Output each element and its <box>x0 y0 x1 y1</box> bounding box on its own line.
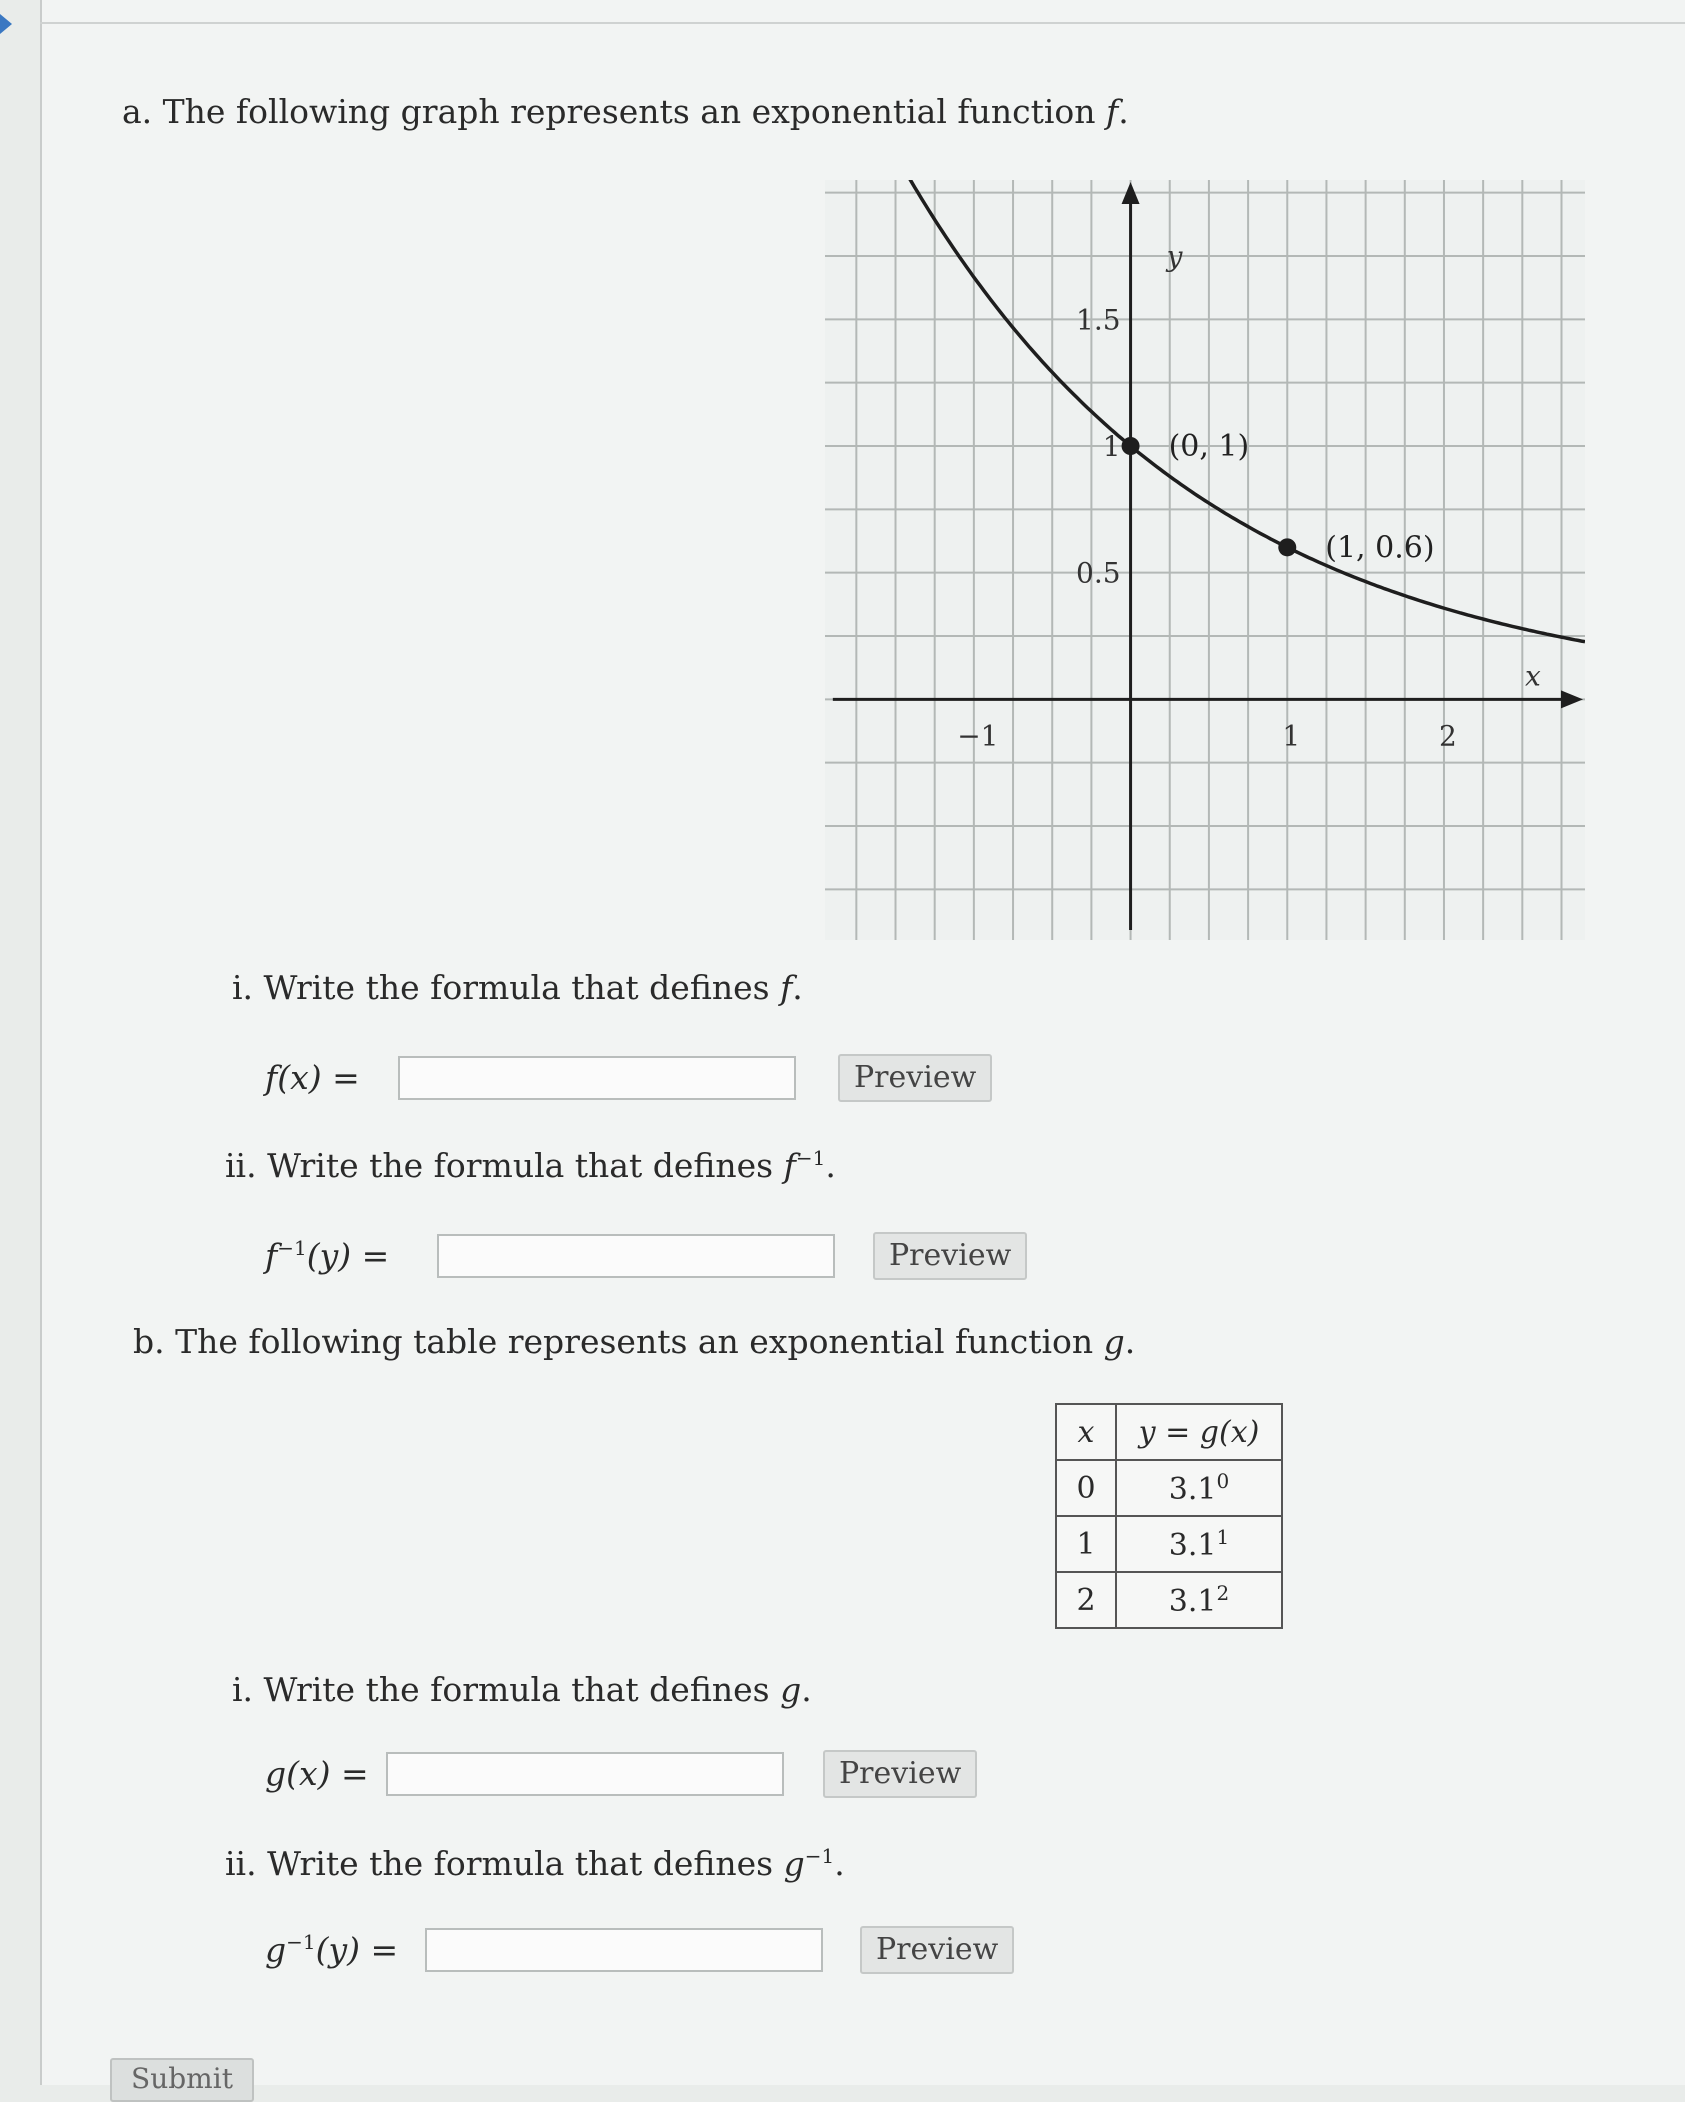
question-b-i <box>232 1670 812 1709</box>
question-a-ii-sup: −1 <box>795 1146 826 1170</box>
table-cell-y <box>1116 1460 1282 1516</box>
table-cell-exp: 1 <box>1216 1525 1230 1549</box>
part-b-heading <box>133 1322 1135 1361</box>
g-of-x-label: g(x) = <box>265 1754 369 1793</box>
question-a-ii-func: f <box>783 1146 796 1185</box>
table-header-x: x <box>1056 1404 1116 1460</box>
y-tick-label: 0.5 <box>1076 556 1121 590</box>
question-a-i-func: f <box>780 968 793 1007</box>
preview-f-inverse-button[interactable]: Preview <box>873 1232 1027 1280</box>
table-cell-x: 1 <box>1056 1516 1116 1572</box>
table-header-row <box>1056 1404 1282 1460</box>
table-cell-y <box>1116 1516 1282 1572</box>
part-a-prompt: a. The following graph represents an exponential function <box>122 92 1096 131</box>
preview-f-button[interactable]: Preview <box>838 1054 992 1102</box>
f-of-x-label: f(x) = <box>265 1058 360 1097</box>
x-tick-label: 2 <box>1439 719 1457 753</box>
table-cell-base: 3.1 <box>1168 1584 1217 1619</box>
graph-point-label: (1, 0.6) <box>1325 530 1435 566</box>
g-inverse-label <box>265 1930 398 1969</box>
question-b-ii-label: ii. Write the formula that defines <box>225 1844 774 1883</box>
question-b-ii-func: g <box>783 1844 805 1883</box>
graph-point-label: (0, 1) <box>1168 429 1250 464</box>
f-inverse-func: f <box>265 1236 278 1275</box>
table-cell-y <box>1116 1572 1282 1628</box>
preview-g-button[interactable]: Preview <box>823 1750 977 1798</box>
table-cell-exp: 0 <box>1216 1469 1230 1493</box>
table-cell-base: 3.1 <box>1168 1472 1217 1507</box>
x-axis-label: x <box>1525 659 1541 693</box>
question-b-ii-sup: −1 <box>804 1844 835 1868</box>
question-b-ii-period: . <box>834 1844 845 1883</box>
table-cell-x: 0 <box>1056 1460 1116 1516</box>
exponential-graph <box>825 180 1585 940</box>
table-cell-base: 3.1 <box>1168 1528 1217 1563</box>
question-b-i-period: . <box>801 1670 812 1709</box>
graph-grid <box>825 180 1585 940</box>
g-values-table <box>1055 1403 1283 1629</box>
part-a-period: . <box>1118 92 1129 131</box>
g-inverse-func: g <box>265 1930 287 1969</box>
question-a-i-label: i. Write the formula that defines <box>232 968 770 1007</box>
part-b-prompt: b. The following table represents an exponential function <box>133 1322 1094 1361</box>
g-inverse-sup: −1 <box>286 1930 316 1954</box>
table-row <box>1056 1460 1282 1516</box>
f-inverse-formula-input[interactable] <box>437 1234 835 1278</box>
submit-button[interactable]: Submit <box>110 2058 254 2102</box>
f-inverse-label <box>265 1236 389 1275</box>
part-b-period: . <box>1124 1322 1136 1361</box>
question-b-i-label: i. Write the formula that defines <box>232 1670 770 1709</box>
x-tick-label: 1 <box>1282 719 1301 753</box>
table-cell-exp: 2 <box>1216 1581 1230 1605</box>
preview-g-inverse-button[interactable]: Preview <box>860 1926 1014 1974</box>
g-formula-input[interactable] <box>386 1752 784 1796</box>
table-header-y: y = g(x) <box>1116 1404 1282 1460</box>
question-a-i-period: . <box>792 968 803 1007</box>
table-cell-x: 2 <box>1056 1572 1116 1628</box>
part-a-heading <box>122 92 1129 131</box>
question-a-ii-label: ii. Write the formula that defines <box>225 1146 774 1185</box>
table-row <box>1056 1516 1282 1572</box>
question-a-ii-period: . <box>825 1146 836 1185</box>
g-inverse-rest: (y) = <box>315 1930 399 1969</box>
collapse-arrow-icon[interactable] <box>0 14 12 34</box>
f-inverse-sup: −1 <box>277 1236 307 1260</box>
f-inverse-rest: (y) = <box>306 1236 390 1275</box>
y-tick-label: 1 <box>1102 430 1121 463</box>
question-a-i <box>232 968 803 1007</box>
graph-point <box>1278 538 1296 556</box>
y-tick-label: 1.5 <box>1076 303 1121 337</box>
part-b-function-name: g <box>1103 1322 1125 1361</box>
g-inverse-formula-input[interactable] <box>425 1928 823 1972</box>
graph-point <box>1122 437 1140 455</box>
top-divider <box>40 22 1685 24</box>
question-a-ii <box>225 1146 836 1185</box>
x-tick-label: −1 <box>957 719 999 753</box>
question-b-i-func: g <box>780 1670 802 1709</box>
part-a-function-name: f <box>1106 92 1119 131</box>
f-formula-input[interactable] <box>398 1056 796 1100</box>
table-row <box>1056 1572 1282 1628</box>
question-b-ii <box>225 1844 845 1883</box>
y-axis-label: y <box>1166 240 1183 273</box>
